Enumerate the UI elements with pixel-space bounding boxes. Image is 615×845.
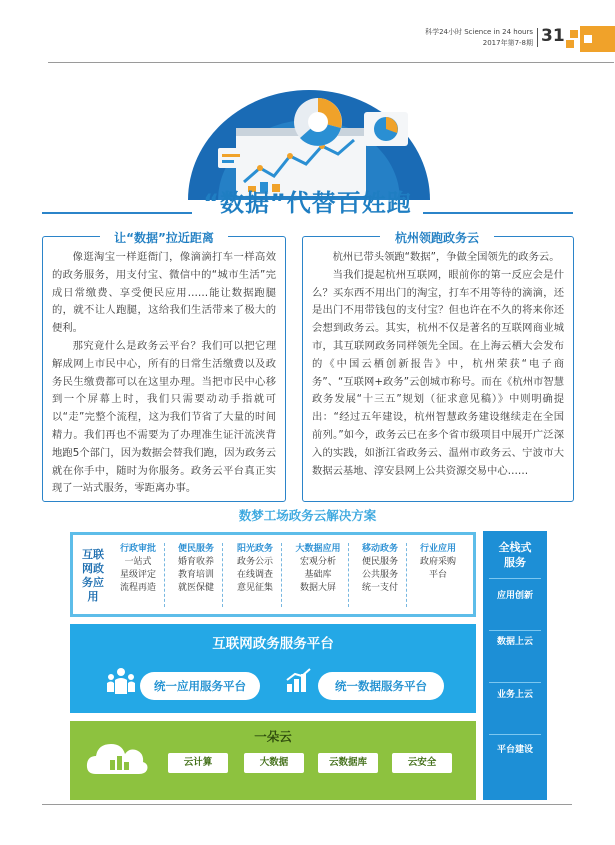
- service-item: 便民服务: [361, 557, 398, 567]
- service-item: 婚育收养: [177, 557, 214, 567]
- magazine-name: 科学24小时 Science in 24 hours: [425, 28, 533, 36]
- service-item: 平台: [428, 570, 447, 580]
- unified-data-platform: 统一数据服务平台: [318, 672, 444, 700]
- divider: [489, 682, 541, 683]
- platform-layer-title: 互联网政务服务平台: [212, 636, 334, 652]
- divider: [489, 734, 541, 735]
- service-item: 宏观分析: [299, 557, 336, 567]
- divider: [489, 630, 541, 631]
- unified-app-platform: 统一应用服务平台: [140, 672, 260, 700]
- paragraph: 那究竟什么是政务云平台？我们可以把它理解成网上市民中心，所有的日常生活缴费以及政务民生缴费都可以在这里办理。当把市民中心移到一个屏幕上时，我们只需要动动手指就可以“走”完整个流程，这为我们节省了大量的时间精力。我们再也不需要为了办理准生证汗流浃背地跑5个部门，因为数据会替我们跑，因为政务云就在你手中，随时为你服务。政务云平台真正实现了一站式服务，零距离办事。: [52, 339, 276, 495]
- service-stage: 业务上云: [496, 690, 533, 700]
- service-stage: 数据上云: [496, 637, 533, 647]
- header-divider: [48, 62, 614, 63]
- diagram-title: 数梦工场政务云解决方案: [238, 508, 377, 523]
- application-layer-label: 互联网政务应用: [82, 548, 104, 603]
- divider: [489, 578, 541, 579]
- header-decoration: [566, 26, 615, 52]
- service-item: 星级评定: [119, 570, 156, 580]
- service-heading: 大数据应用: [295, 544, 341, 554]
- service-item: 政务公示: [236, 557, 273, 567]
- service-item: 教育培训: [177, 570, 214, 580]
- issue-number: 2017年第7-8期: [482, 39, 533, 47]
- page-number: 31: [541, 26, 565, 46]
- full-stack-service-title: [483, 540, 547, 570]
- service-item: 意见征集: [236, 583, 273, 593]
- service-stage: 平台建设: [496, 745, 533, 755]
- service-heading: 移动政务: [361, 544, 398, 554]
- service-card: [112, 543, 165, 607]
- service-card: [288, 543, 349, 607]
- article-title: “数据”代替百姓跑: [203, 189, 412, 217]
- people-icon: [106, 666, 136, 696]
- cloud-icon: [84, 732, 150, 780]
- service-card: [354, 543, 407, 607]
- right-column-body: [312, 249, 564, 480]
- service-stage: 应用创新: [496, 591, 533, 601]
- left-column-body: [52, 249, 276, 498]
- right-column-heading: 杭州领跑政务云: [380, 229, 494, 246]
- full-stack-service-label: 全栈式服务: [498, 541, 532, 569]
- service-heading: 行政审批: [119, 544, 156, 554]
- service-item: 公共服务: [361, 570, 398, 580]
- service-item: 就医保健: [177, 583, 214, 593]
- cloud-computing-tag: 云计算: [168, 753, 228, 773]
- service-heading: 便民服务: [177, 544, 214, 554]
- bar-chart-icon: [285, 668, 313, 694]
- service-card: [412, 543, 464, 607]
- header-separator: [537, 28, 538, 47]
- service-card: [170, 543, 223, 607]
- paragraph: 杭州已带头领跑“数据”，争做全国领先的政务云。: [332, 251, 560, 263]
- service-heading: 行业应用: [419, 544, 456, 554]
- service-item: 基础库: [304, 570, 332, 580]
- cloud-security-tag: 云安全: [392, 753, 452, 773]
- service-item: 一站式: [124, 557, 152, 567]
- cloud-layer-title: 一朵云: [254, 729, 292, 744]
- footer-divider: [42, 804, 572, 805]
- service-heading: 阳光政务: [236, 544, 273, 554]
- service-item: 流程再造: [119, 583, 156, 593]
- paragraph: 像逛淘宝一样逛衙门，像滴滴打车一样高效的政务服务，用支付宝、微信中的“城市生活”完成日常缴费、享受便民应用……能让数据跑腿的，就不让人跑腿，这给我们生活带来了极大的便利。: [52, 251, 276, 335]
- service-card: [229, 543, 282, 607]
- cloud-database-tag: 云数据库: [318, 753, 378, 773]
- service-item: 数据大屏: [299, 583, 336, 593]
- service-item: 在线调查: [236, 570, 273, 580]
- header-meta: [425, 27, 533, 49]
- service-item: 政府采购: [419, 557, 456, 567]
- big-data-tag: 大数据: [244, 753, 304, 773]
- left-column-heading: 让“数据”拉近距离: [100, 229, 228, 246]
- paragraph: 当我们提起杭州互联网，眼前你的第一反应会是什么？买东西不用出门的淘宝，打车不用等待的滴滴，还是出门不用带钱包的支付宝？但也许在不久的将来你还会想到政务云。其实，杭州不仅是著名的互联网商业城市，其互联网政务同样领先全国。在上海云栖大会发布的《中国云栖创新报告》中，杭州荣获“电子商务”、“互联网+政务”云创城市称号。而在《杭州市智慧政务发展“十三五”规划（征求意见稿）》中则明确提出：“经过五年建设，杭州智慧政务建设继续走在全国前列。”如今，政务云已在多个省市级项目中展开广泛深入的实践，如浙江省政务云、温州市政务云、宁波市大数据云基地、淳安县网上公共资源交易中心……: [312, 268, 564, 477]
- service-item: 统一支付: [361, 583, 398, 593]
- full-stack-service-panel: [483, 531, 547, 800]
